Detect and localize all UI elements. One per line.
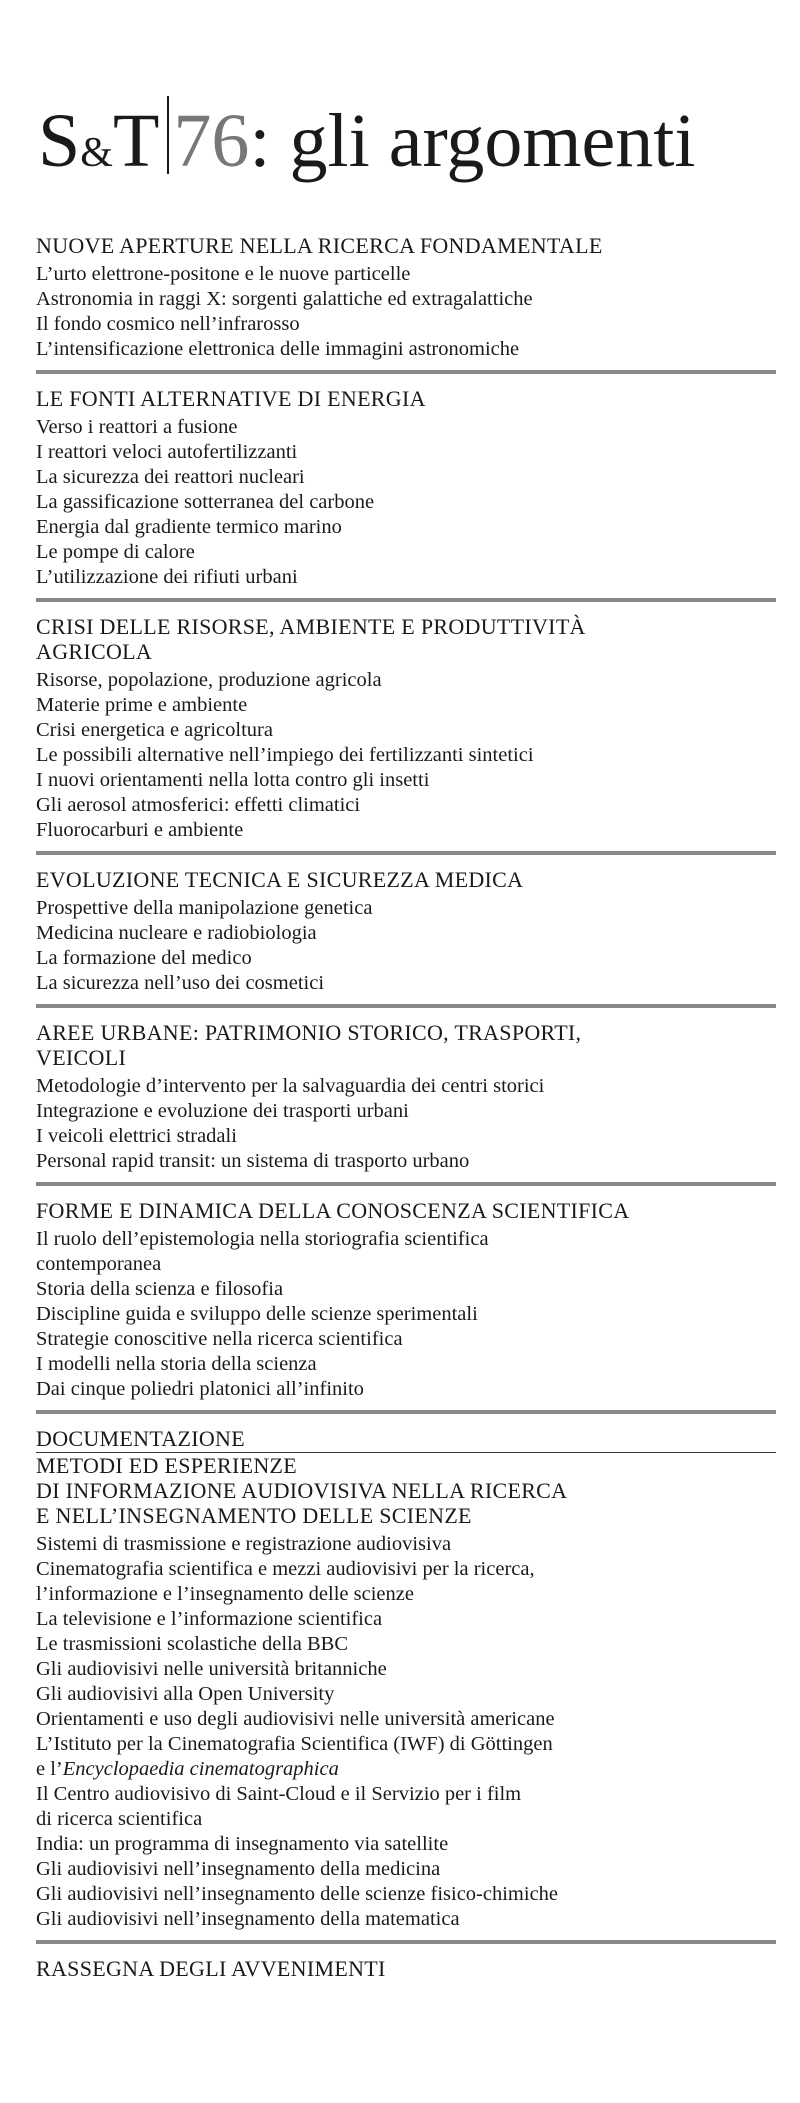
section-alternative-energy bbox=[36, 386, 776, 590]
list-item: L’intensificazione elettronica delle immagini astronomiche bbox=[36, 338, 520, 360]
list-item: Le possibili alternative nell’impiego dei fertilizzanti sintetici bbox=[36, 744, 534, 766]
section-title: LE FONTI ALTERNATIVE DI ENERGIA bbox=[36, 386, 426, 411]
list-item: Le pompe di calore bbox=[36, 541, 195, 563]
section-divider bbox=[36, 1004, 776, 1008]
list-item-prefix: e l’ bbox=[36, 1758, 63, 1780]
section-title: RASSEGNA DEGLI AVVENIMENTI bbox=[36, 1956, 386, 1981]
list-item: La formazione del medico bbox=[36, 947, 252, 969]
section-title bbox=[36, 1020, 776, 1070]
section-title: EVOLUZIONE TECNICA E SICUREZZA MEDICA bbox=[36, 867, 524, 892]
list-item: Risorse, popolazione, produzione agricola bbox=[36, 669, 382, 691]
list-item: Integrazione e evoluzione dei trasporti urbani bbox=[36, 1100, 409, 1122]
list-item: Dai cinque poliedri platonici all’infinito bbox=[36, 1378, 364, 1400]
list-item: Fluorocarburi e ambiente bbox=[36, 819, 244, 841]
section-title-line: VEICOLI bbox=[36, 1045, 127, 1070]
list-item: di ricerca scientifica bbox=[36, 1808, 203, 1830]
list-item: I modelli nella storia della scienza bbox=[36, 1353, 317, 1375]
title-subtitle: : gli argomenti bbox=[249, 99, 696, 183]
list-item: Verso i reattori a fusione bbox=[36, 416, 238, 438]
list-item-italic-title: Encyclopaedia cinematographica bbox=[62, 1758, 339, 1780]
list-item: Metodologie d’intervento per la salvaguardia dei centri storici bbox=[36, 1075, 545, 1097]
issue-number: 76 bbox=[173, 99, 250, 183]
section-title: NUOVE APERTURE NELLA RICERCA FONDAMENTALE bbox=[36, 233, 603, 258]
title-brand-t: T bbox=[112, 99, 160, 183]
list-item: Gli audiovisivi nelle università britanniche bbox=[36, 1658, 387, 1680]
list-item: Cinematografia scientifica e mezzi audiovisivi per la ricerca, bbox=[36, 1558, 535, 1580]
section-divider bbox=[36, 370, 776, 374]
list-item: Le trasmissioni scolastiche della BBC bbox=[36, 1633, 349, 1655]
section-resources-crisis bbox=[36, 614, 776, 843]
list-item: Materie prime e ambiente bbox=[36, 694, 248, 716]
documentation-subtitle-line: E NELL’INSEGNAMENTO DELLE SCIENZE bbox=[36, 1503, 472, 1528]
section-divider bbox=[36, 598, 776, 602]
list-item: Il fondo cosmico nell’infrarosso bbox=[36, 313, 300, 335]
section-events-review bbox=[36, 1956, 776, 1981]
list-item: Personal rapid transit: un sistema di trasporto urbano bbox=[36, 1150, 470, 1172]
documentation-heading: DOCUMENTAZIONE bbox=[36, 1426, 776, 1453]
title-divider bbox=[167, 96, 169, 174]
section-divider bbox=[36, 1410, 776, 1414]
section-urban-areas bbox=[36, 1020, 776, 1174]
section-divider bbox=[36, 851, 776, 855]
list-item: Orientamenti e uso degli audiovisivi nelle università americane bbox=[36, 1708, 555, 1730]
list-item: Discipline guida e sviluppo delle scienze sperimentali bbox=[36, 1303, 478, 1325]
list-item: I reattori veloci autofertilizzanti bbox=[36, 441, 298, 463]
list-item: Gli audiovisivi alla Open University bbox=[36, 1683, 335, 1705]
section-medical-safety bbox=[36, 867, 776, 996]
documentation-subtitle-line: METODI ED ESPERIENZE bbox=[36, 1453, 298, 1478]
section-divider bbox=[36, 1940, 776, 1944]
list-item: contemporanea bbox=[36, 1253, 162, 1275]
list-item: La gassificazione sotterranea del carbone bbox=[36, 491, 375, 513]
list-item bbox=[36, 1757, 776, 1782]
section-title: FORME E DINAMICA DELLA CONOSCENZA SCIENTIFICA bbox=[36, 1198, 630, 1223]
title-ampersand: & bbox=[80, 130, 113, 176]
list-item: Storia della scienza e filosofia bbox=[36, 1278, 284, 1300]
list-item: Medicina nucleare e radiobiologia bbox=[36, 922, 317, 944]
list-item: La sicurezza nell’uso dei cosmetici bbox=[36, 972, 325, 994]
list-item: Il Centro audiovisivo di Saint-Cloud e il Servizio per i film bbox=[36, 1783, 522, 1805]
documentation-subtitle bbox=[36, 1453, 776, 1528]
list-item: La sicurezza dei reattori nucleari bbox=[36, 466, 305, 488]
title-brand-s: S bbox=[38, 99, 81, 183]
section-title-line: AREE URBANE: PATRIMONIO STORICO, TRASPORTI, bbox=[36, 1020, 582, 1045]
list-item: Gli audiovisivi nell’insegnamento della matematica bbox=[36, 1908, 460, 1930]
list-item: India: un programma di insegnamento via satellite bbox=[36, 1833, 449, 1855]
section-title bbox=[36, 614, 776, 664]
section-title-line: AGRICOLA bbox=[36, 639, 153, 664]
section-documentation bbox=[36, 1426, 776, 1932]
section-title-line: CRISI DELLE RISORSE, AMBIENTE E PRODUTTIVITÀ bbox=[36, 614, 586, 639]
list-item: Il ruolo dell’epistemologia nella storiografia scientifica bbox=[36, 1228, 489, 1250]
list-item: Gli aerosol atmosferici: effetti climatici bbox=[36, 794, 361, 816]
list-item: Strategie conoscitive nella ricerca scientifica bbox=[36, 1328, 403, 1350]
list-item: I nuovi orientamenti nella lotta contro gli insetti bbox=[36, 769, 430, 791]
list-item: L’Istituto per la Cinematografia Scientifica (IWF) di Göttingen bbox=[36, 1733, 553, 1755]
list-item: La televisione e l’informazione scientifica bbox=[36, 1608, 383, 1630]
list-item: Prospettive della manipolazione genetica bbox=[36, 897, 373, 919]
list-item: I veicoli elettrici stradali bbox=[36, 1125, 237, 1147]
section-scientific-knowledge bbox=[36, 1198, 776, 1402]
list-item: L’utilizzazione dei rifiuti urbani bbox=[36, 566, 298, 588]
list-item: l’informazione e l’insegnamento delle scienze bbox=[36, 1583, 414, 1605]
table-of-contents bbox=[36, 233, 776, 1985]
list-item: L’urto elettrone-positone e le nuove particelle bbox=[36, 263, 411, 285]
list-item: Sistemi di trasmissione e registrazione audiovisiva bbox=[36, 1533, 452, 1555]
list-item: Gli audiovisivi nell’insegnamento della medicina bbox=[36, 1858, 441, 1880]
documentation-subtitle-line: DI INFORMAZIONE AUDIOVISIVA NELLA RICERCA bbox=[36, 1478, 568, 1503]
section-fundamental-research bbox=[36, 233, 776, 362]
list-item: Energia dal gradiente termico marino bbox=[36, 516, 342, 538]
list-item: Crisi energetica e agricoltura bbox=[36, 719, 273, 741]
list-item: Astronomia in raggi X: sorgenti galattiche ed extragalattiche bbox=[36, 288, 533, 310]
page-title bbox=[38, 96, 696, 183]
section-divider bbox=[36, 1182, 776, 1186]
list-item: Gli audiovisivi nell’insegnamento delle scienze fisico-chimiche bbox=[36, 1883, 559, 1905]
